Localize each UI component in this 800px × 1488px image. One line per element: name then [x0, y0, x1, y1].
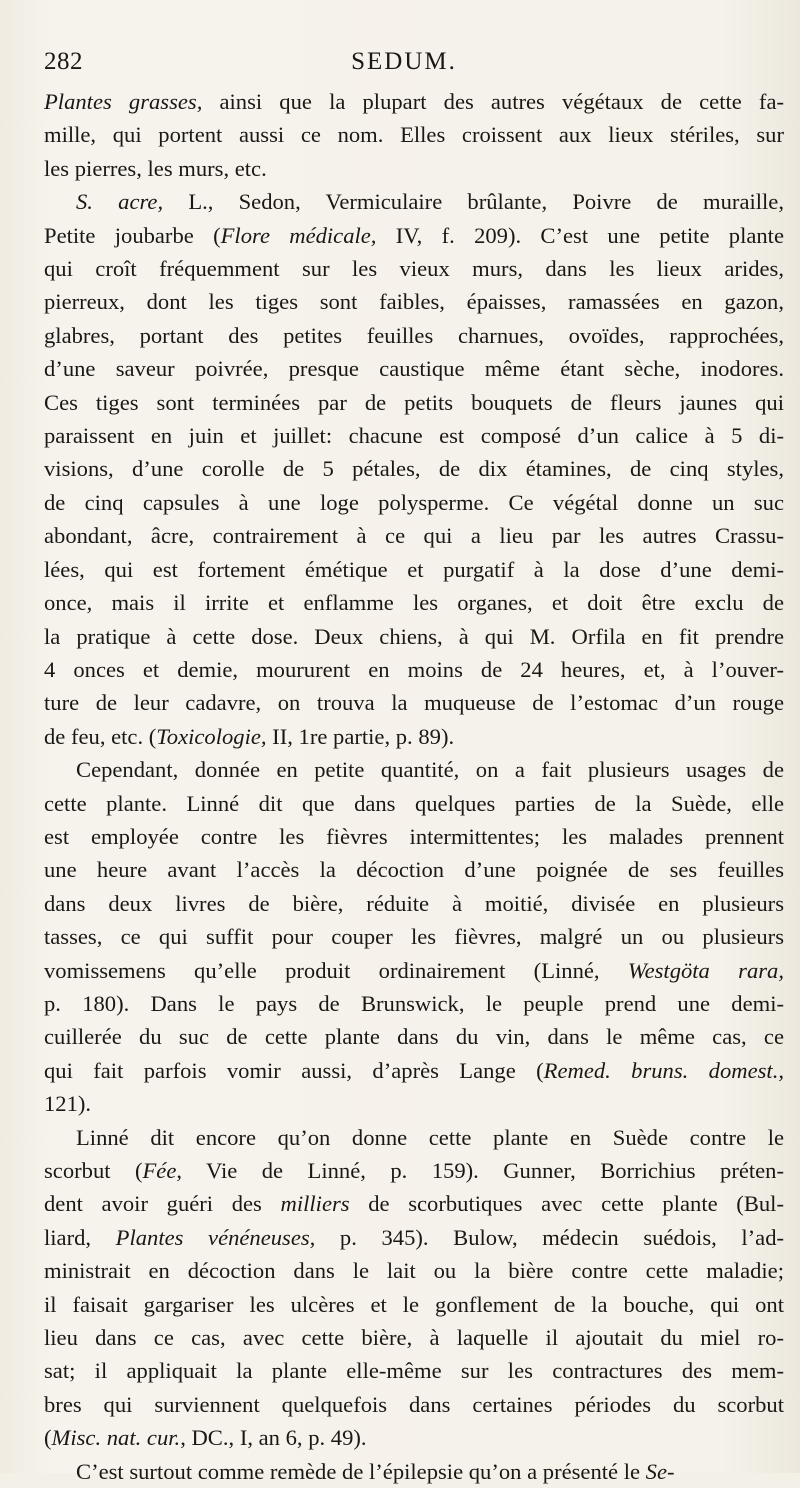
- text-segment: vomissemens qu’elle produit ordinairement (Linné,: [44, 957, 628, 983]
- text-line: [44, 1388, 784, 1421]
- text-line: [44, 1187, 784, 1220]
- text-line: [44, 352, 784, 385]
- text-line: [44, 185, 784, 218]
- text-segment: liard,: [44, 1224, 116, 1250]
- text-line: [44, 954, 784, 987]
- text-segment: lieu dans ce cas, avec cette bière, à laquelle il ajoutait du miel ro-: [44, 1325, 784, 1351]
- italic-text: Fée: [142, 1158, 177, 1183]
- text-segment: de feu, etc. (: [44, 723, 157, 749]
- text-segment: L., Sedon, Vermiculaire brûlante, Poivre de muraille,: [163, 189, 784, 215]
- italic-text: Flore médicale,: [220, 222, 377, 248]
- paragraph: [44, 85, 784, 185]
- text-line: [44, 1154, 784, 1187]
- text-line: [44, 1288, 784, 1321]
- text-line: [44, 553, 784, 586]
- text-segment: qui fait parfois vomir aussi, d’après Lange (: [44, 1057, 544, 1083]
- text-line: [44, 285, 784, 318]
- text-segment: les pierres, les murs, etc.: [44, 155, 267, 181]
- text-line: [44, 319, 784, 352]
- text-segment: ainsi que la plupart des autres végétaux de cette fa-: [202, 89, 784, 114]
- text-segment: , Vie de Linné, p. 159). Gunner, Borrichius préten-: [176, 1158, 784, 1183]
- text-segment: (: [44, 1425, 52, 1451]
- text-segment: cette plante. Linné dit que dans quelques parties de la Suède, elle: [44, 790, 784, 816]
- page-header: [44, 48, 764, 82]
- text-line: [44, 1321, 784, 1354]
- text-line: [44, 1087, 784, 1120]
- text-line: [44, 920, 784, 953]
- text-line: [44, 686, 784, 719]
- text-line: [44, 1354, 784, 1387]
- text-line: [44, 386, 784, 419]
- text-segment: II, 1re partie, p. 89).: [266, 723, 455, 749]
- text-segment: p. 345). Bulow, médecin suédois, l’ad-: [315, 1224, 785, 1250]
- text-segment: Linné dit encore qu’on donne cette plante en Suède contre le: [76, 1124, 784, 1150]
- text-segment: ministrait en décoction dans le lait ou la bière contre cette maladie;: [44, 1258, 784, 1284]
- text-segment: once, mais il irrite et enflamme les organes, et doit être exclu de: [44, 590, 784, 616]
- text-segment: p. 180). Dans le pays de Brunswick, le peuple prend une demi-: [44, 990, 784, 1016]
- text-segment: dans deux livres de bière, réduite à moitié, divisée en plusieurs: [44, 890, 784, 916]
- text-segment: sat; il appliquait la plante elle-même sur les contractures des mem-: [44, 1358, 784, 1384]
- text-line: [44, 452, 784, 485]
- text-segment: cuillerée du suc de cette plante dans du vin, dans le même cas, ce: [44, 1024, 784, 1050]
- text-line: [44, 252, 784, 285]
- text-segment: 121).: [44, 1091, 92, 1117]
- paragraph: [44, 753, 784, 1120]
- text-segment: il faisait gargariser les ulcères et le gonflement de la bouche, qui ont: [44, 1291, 784, 1317]
- text-line: [44, 753, 784, 786]
- text-segment: C’est surtout comme remède de l’épilepsie qu’on a présenté le: [76, 1458, 646, 1484]
- paragraph: [44, 1121, 784, 1455]
- text-line: [44, 118, 784, 151]
- paragraph: [44, 1455, 784, 1488]
- text-line: [44, 1020, 784, 1053]
- text-segment: d’une saveur poivrée, presque caustique même étant sèche, inodores.: [44, 356, 784, 382]
- text-line: [44, 1455, 784, 1488]
- text-line: [44, 519, 784, 552]
- text-segment: glabres, portant des petites feuilles charnues, ovoïdes, rapprochées,: [44, 322, 784, 348]
- text-line: [44, 1221, 784, 1254]
- text-line: [44, 787, 784, 820]
- text-segment: lées, qui est fortement émétique et purgatif à la dose d’une demi-: [44, 556, 784, 582]
- text-segment: 4 onces et demie, moururent en moins de 24 heures, et, à l’ouver-: [44, 656, 784, 682]
- italic-text: Plantes grasses,: [44, 89, 203, 114]
- text-segment: abondant, âcre, contrairement à ce qui a lieu par les autres Crassu-: [44, 523, 784, 549]
- text-line: [44, 820, 784, 853]
- text-line: [44, 152, 784, 185]
- italic-text: milliers: [280, 1191, 350, 1217]
- italic-text: S. acre,: [76, 189, 164, 215]
- text-segment: Petite joubarbe (: [44, 222, 221, 248]
- italic-text: Remed. bruns. domest.,: [543, 1057, 784, 1083]
- italic-text: Westgöta rara,: [627, 957, 784, 983]
- text-line: [44, 586, 784, 619]
- running-title: SEDUM.: [351, 48, 457, 75]
- text-line: [44, 853, 784, 886]
- text-segment: dent avoir guéri des: [44, 1191, 281, 1217]
- text-line: [44, 987, 784, 1020]
- text-segment: ture de leur cadavre, on trouva la muqueuse de l’estomac d’un rouge: [44, 690, 784, 716]
- text-segment: une heure avant l’accès la décoction d’une poignée de ses feuilles: [44, 857, 784, 883]
- text-line: [44, 1121, 784, 1154]
- text-line: [44, 419, 784, 452]
- text-segment: pierreux, dont les tiges sont faibles, épaisses, ramassées en gazon,: [44, 289, 784, 315]
- text-line: [44, 887, 784, 920]
- text-segment: mille, qui portent aussi ce nom. Elles croissent aux lieux stériles, sur: [44, 122, 784, 148]
- text-line: [44, 1054, 784, 1087]
- italic-text: Toxicologie,: [156, 723, 267, 749]
- text-segment: visions, d’une corolle de 5 pétales, de dix étamines, de cinq styles,: [44, 456, 784, 482]
- body-text: [44, 85, 784, 1488]
- text-segment: de cinq capsules à une loge polysperme. Ce végétal donne un suc: [44, 489, 784, 515]
- text-segment: est employée contre les fièvres intermittentes; les malades prennent: [44, 823, 784, 849]
- text-segment: Cependant, donnée en petite quantité, on a fait plusieurs usages de: [76, 757, 784, 783]
- text-segment: Ces tiges sont terminées par de petits bouquets de fleurs jaunes qui: [44, 389, 784, 415]
- text-line: [44, 1421, 784, 1454]
- text-segment: scorbut (: [44, 1158, 143, 1183]
- text-segment: tasses, ce qui suffit pour couper les fièvres, malgré un ou plusieurs: [44, 924, 784, 950]
- text-segment: , DC., I, an 6, p. 49).: [180, 1425, 367, 1451]
- text-segment: paraissent en juin et juillet: chacune est composé d’un calice à 5 di-: [44, 423, 784, 449]
- text-line: [44, 720, 784, 753]
- italic-text: Se-: [645, 1458, 675, 1484]
- text-line: [44, 1254, 784, 1287]
- text-line: [44, 219, 784, 252]
- text-line: [44, 620, 784, 653]
- text-segment: de scorbutiques avec cette plante (Bul-: [349, 1191, 784, 1217]
- text-line: [44, 653, 784, 686]
- italic-text: Misc. nat. cur.: [51, 1425, 181, 1451]
- text-segment: bres qui surviennent quelquefois dans certaines périodes du scorbut: [44, 1391, 784, 1417]
- italic-text: Plantes vénéneuses,: [115, 1224, 316, 1250]
- text-segment: IV, f. 209). C’est une petite plante: [376, 222, 784, 248]
- text-segment: la pratique à cette dose. Deux chiens, à qui M. Orfila en fit prendre: [44, 623, 784, 649]
- text-segment: qui croît fréquemment sur les vieux murs, dans les lieux arides,: [44, 256, 784, 282]
- text-line: [44, 486, 784, 519]
- text-line: [44, 85, 784, 118]
- page-number: 282: [44, 48, 83, 75]
- paragraph: [44, 185, 784, 753]
